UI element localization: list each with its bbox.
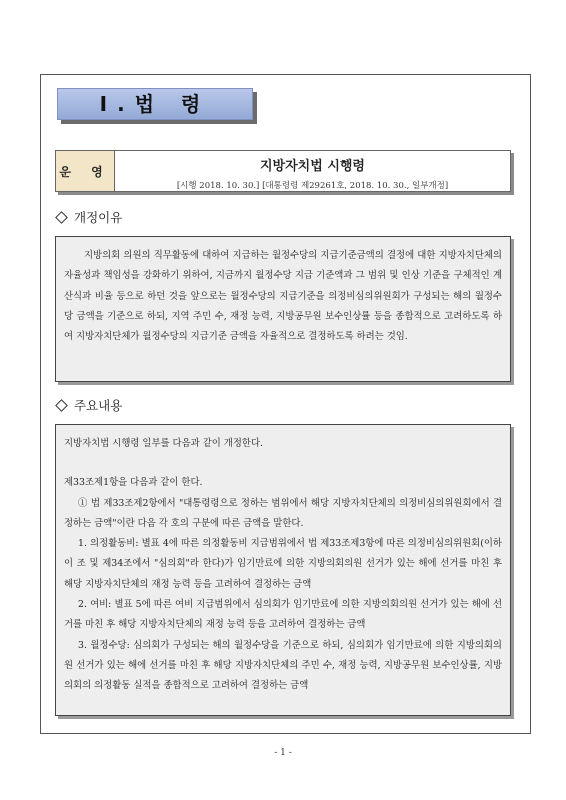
main-intro: 지방자치법 시행령 일부를 다음과 같이 개정한다.	[64, 438, 264, 449]
main-heading-text: 주요내용	[74, 398, 123, 413]
diamond-icon	[55, 399, 68, 412]
reason-heading	[55, 208, 122, 226]
header-content	[115, 151, 510, 191]
header-label: 운 영	[56, 151, 115, 191]
main-item-3: 3. 월정수당: 심의회가 구성되는 해의 월정수당을 기준으로 하되, 심의회가 임기만료에 의한 지방의회의원 선거가 있는 해에 선거를 마친 후 해당 지방자치단체의 주민 수, 재정 능력, 지방공무원 보수인상률, 지방의회의 의정활동 실적을 종합적으로 고려하여 결정하는 금액	[64, 639, 502, 692]
main-paragraph: ① 법 제33조제2항에서 "대통령령으로 정하는 범위에서 해당 지방자치단체의 의정비심의위원회에서 결정하는 금액"이란 다음 각 호의 구분에 따른 금액을 말한다.	[64, 497, 502, 529]
main-item-2: 2. 여비: 별표 5에 따른 여비 지급범위에서 심의회가 임기만료에 의한 지방의회의원 선거가 있는 해에 선거를 마친 후 해당 지방자치단체의 재정 능력 등을 고려하여 결정하는 금액	[64, 599, 502, 631]
law-title: 지방자치법 시행령	[260, 159, 365, 174]
reason-heading-text: 개정이유	[74, 210, 123, 225]
section-title-banner	[57, 88, 257, 124]
main-heading	[55, 396, 122, 414]
section-title: Ⅰ.법 령	[57, 88, 253, 120]
page-number: - 1 -	[274, 748, 292, 758]
main-clause: 제33조제1항을 다음과 같이 한다.	[64, 477, 203, 489]
main-item-1: 1. 의정활동비: 별표 4에 따른 의정활동비 지급범위에서 법 제33조제3항에 따른 의정비심의위원회(이하 이 조 및 제34조에서 "심의회"라 한다)가 임기만료에 의한 지방의회의원 선거가 있는 해에 선거를 마친 후 해당 지방자치단체의 재정 능력 등을 고려하여 결정하는 금액	[64, 538, 502, 590]
reason-text: 지방의회 의원의 직무활동에 대하여 지급하는 월정수당의 지급기준금액의 결정에 대한 지방자치단체의 자율성과 책임성을 강화하기 위하여, 지금까지 월정수당 지급 기준액과 그 범위 및 인상 기준을 구체적인 계산식과 비율 등으로 하던 것을 앞으로는 월정수당의 지급기준을 의정비심의위원회가 구성되는 해의 월정수당 금액을 기준으로 하되, 지역 주민 수, 재정 능력, 지방공무원 보수인상률 등을 종합적으로 고려하도록 하여 지방자치단체가 월정수당의 지급기준 금액을 자율적으로 결정하도록 하려는 것임.	[64, 250, 502, 343]
diamond-icon	[55, 211, 68, 224]
law-subtitle: [시행 2018. 10. 30.] [대통령령 제29261호, 2018. 10. 30., 일부개정]	[176, 181, 449, 191]
law-header-box	[55, 150, 511, 192]
reason-box	[55, 236, 511, 382]
main-content-box	[55, 424, 511, 716]
